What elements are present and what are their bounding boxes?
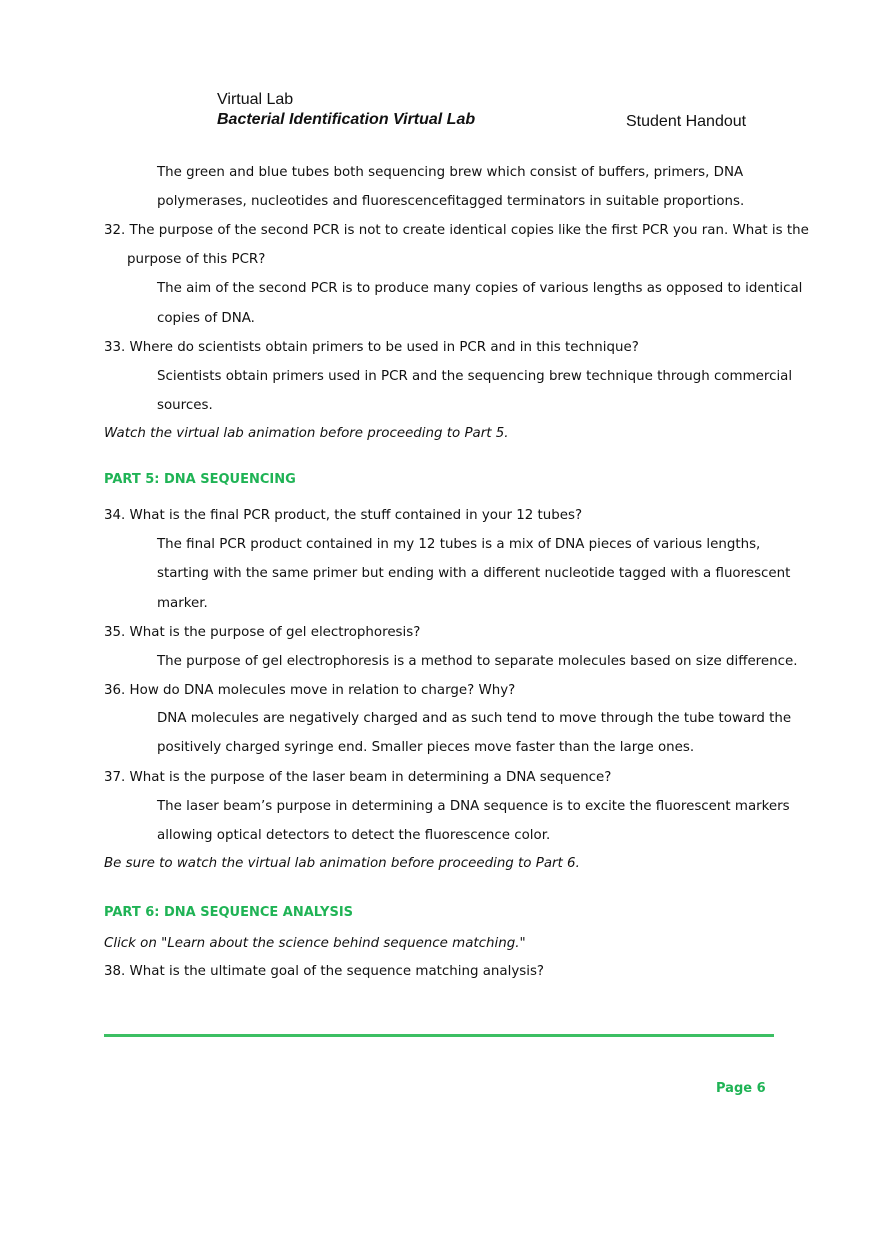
header-document-type: Student Handout: [626, 113, 747, 130]
answer-34-line-3: marker.: [157, 596, 208, 611]
answer-33-line-2: sources.: [157, 398, 213, 413]
question-34: 34. What is the final PCR product, the stuff contained in your 12 tubes?: [104, 508, 583, 523]
answer-34-line-1: The final PCR product contained in my 12 tubes is a mix of DNA pieces of various lengths,: [157, 537, 761, 552]
header-title: Bacterial Identification Virtual Lab: [217, 111, 476, 128]
answer-36-line-2: positively charged syringe end. Smaller pieces move faster than the large ones.: [157, 740, 695, 755]
answer-35: The purpose of gel electrophoresis is a method to separate molecules based on size difference.: [157, 654, 798, 669]
question-33: 33. Where do scientists obtain primers to be used in PCR and in this technique?: [104, 340, 639, 355]
footer-divider: [104, 1034, 774, 1037]
question-37: 37. What is the purpose of the laser beam in determining a DNA sequence?: [104, 770, 612, 785]
question-32-line-1: 32. The purpose of the second PCR is not to create identical copies like the first PCR you ran. What is the: [104, 223, 809, 238]
answer-31-line-2: polymerases, nucleotides and fluorescencefitagged terminators in suitable proportions.: [157, 194, 745, 209]
part-6-heading: PART 6: DNA SEQUENCE ANALYSIS: [104, 905, 354, 920]
page-number: Page 6: [716, 1081, 766, 1096]
answer-37-line-2: allowing optical detectors to detect the fluorescence color.: [157, 828, 551, 843]
answer-32-line-1: The aim of the second PCR is to produce many copies of various lengths as opposed to identical: [157, 281, 803, 296]
answer-33-line-1: Scientists obtain primers used in PCR and the sequencing brew technique through commercial: [157, 369, 793, 384]
note-part-6: Be sure to watch the virtual lab animation before proceeding to Part 6.: [104, 856, 580, 871]
answer-32-line-2: copies of DNA.: [157, 311, 255, 326]
question-36: 36. How do DNA molecules move in relation to charge? Why?: [104, 683, 516, 698]
answer-34-line-2: starting with the same primer but ending with a different nucleotide tagged with a fluorescent: [157, 566, 791, 581]
question-35: 35. What is the purpose of gel electrophoresis?: [104, 625, 421, 640]
question-32-line-2: purpose of this PCR?: [127, 252, 266, 267]
click-instruction: Click on "Learn about the science behind sequence matching.": [104, 936, 526, 951]
note-part-5: Watch the virtual lab animation before proceeding to Part 5.: [104, 426, 509, 441]
answer-31-line-1: The green and blue tubes both sequencing brew which consist of buffers, primers, DNA: [157, 165, 744, 180]
answer-36-line-1: DNA molecules are negatively charged and as such tend to move through the tube toward the: [157, 711, 792, 726]
answer-37-line-1: The laser beam’s purpose in determining a DNA sequence is to excite the fluorescent markers: [157, 799, 790, 814]
part-5-heading: PART 5: DNA SEQUENCING: [104, 472, 296, 487]
header-supertitle: Virtual Lab: [217, 91, 294, 108]
question-38: 38. What is the ultimate goal of the sequence matching analysis?: [104, 964, 545, 979]
